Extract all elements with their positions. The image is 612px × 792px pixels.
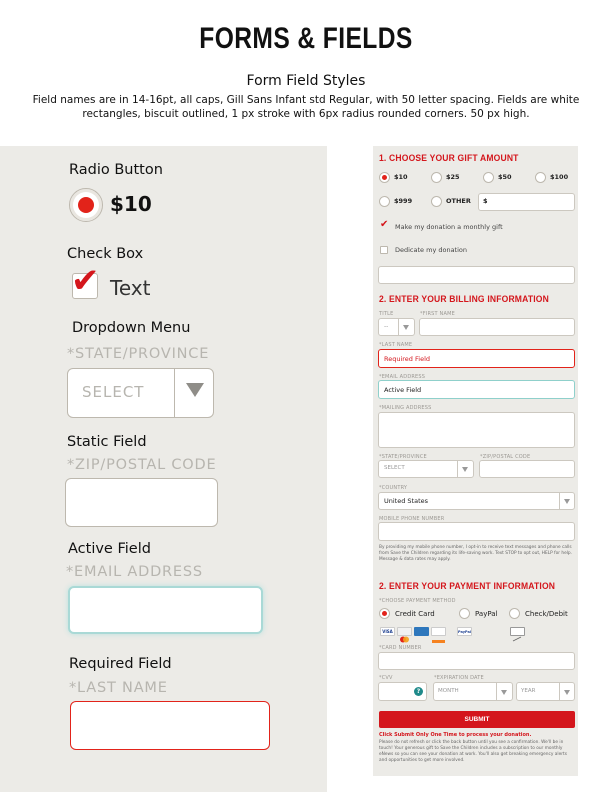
zip-field-label: *ZIP/POSTAL CODE — [67, 457, 217, 473]
checkmark-icon: ✔ — [71, 261, 100, 301]
mobile-phone-input[interactable] — [378, 522, 575, 541]
amount-label-25: $25 — [446, 173, 460, 181]
last-name-input-required[interactable] — [70, 701, 270, 750]
help-icon[interactable]: ? — [414, 687, 423, 696]
last-name-label: *LAST NAME — [379, 342, 413, 348]
month-select-value: MONTH — [438, 688, 459, 694]
radio-selected-dot — [78, 197, 94, 213]
page-subtitle: Form Field Styles — [246, 73, 366, 89]
required-section-label: Required Field — [69, 656, 172, 672]
payment-radio-check[interactable] — [509, 608, 520, 619]
paypal-card-icon: PayPal — [457, 627, 472, 636]
discover-card-icon — [431, 627, 446, 636]
checkbox-section-label: Check Box — [67, 246, 144, 262]
chevron-down-icon[interactable] — [403, 325, 409, 330]
gift-amount-heading: 1. CHOOSE YOUR GIFT AMOUNT — [379, 153, 519, 164]
email-field-label: *EMAIL ADDRESS — [66, 564, 203, 580]
country-label: *COUNTRY — [379, 485, 408, 491]
state-field-label: *STATE/PROVINCE — [67, 346, 210, 362]
visa-card-icon: VISA — [380, 627, 395, 636]
payment-radio-credit[interactable] — [379, 608, 390, 619]
chevron-down-icon[interactable] — [564, 499, 570, 504]
first-name-label: *FIRST NAME — [420, 311, 455, 317]
dedication-input[interactable] — [378, 266, 575, 284]
amount-radio-10[interactable] — [379, 172, 390, 183]
year-select-value: YEAR — [521, 688, 536, 694]
check-icon — [510, 627, 525, 636]
first-name-input[interactable] — [419, 318, 575, 336]
style-description: Field names are in 14-16pt, all caps, Gill Sans Infant std Regular, with 50 letter spacing. Fields are white rectangles, biscuit outlined, 1 px stroke with 6px radius rounded corners. 50 px high. — [32, 94, 580, 120]
state-label: *STATE/PROVINCE — [379, 454, 427, 460]
dropdown-divider — [174, 368, 175, 418]
expiration-label: *EXPIRATION DATE — [434, 675, 484, 681]
title-select-divider — [398, 318, 399, 336]
card-number-label: *CARD NUMBER — [379, 645, 422, 651]
email-input-active[interactable] — [68, 586, 263, 634]
payment-label-check: Check/Debit — [525, 610, 568, 618]
month-select-divider — [496, 682, 497, 701]
page-title: FORMS & FIELDS — [199, 22, 413, 55]
static-section-label: Static Field — [67, 434, 147, 450]
chevron-down-icon[interactable] — [186, 383, 204, 397]
submit-warning: Click Submit Only One Time to process your donation. — [379, 732, 532, 738]
radio-section-label: Radio Button — [69, 162, 163, 178]
confirmation-note: Please do not refresh or click the back button until you see a confirmation. We'll be in touch! Your generous gift to Save the Children includes a subscription to our monthly eNews so you can see your donation at work. You'll also get breaking emergency alerts and opportunities to get more involved. — [379, 740, 567, 763]
payment-label-paypal: PayPal — [475, 610, 498, 618]
last-name-value: Required Field — [384, 355, 430, 363]
sms-opt-in-note: By providing my mobile phone number, I opt-in to receive text messages and phone calls from Save the Children regarding its life-saving work. Text STOP to opt out, HELP for help. Message & data rates may apply. — [379, 545, 573, 562]
card-number-input[interactable] — [378, 652, 575, 670]
amount-radio-999[interactable] — [379, 196, 390, 207]
monthly-check-icon[interactable]: ✔ — [380, 219, 389, 230]
year-select-divider — [559, 682, 560, 701]
amex-card-icon — [414, 627, 429, 636]
amount-label-100: $100 — [550, 173, 569, 181]
country-select-divider — [559, 492, 560, 510]
amount-radio-50[interactable] — [483, 172, 494, 183]
amount-radio-100[interactable] — [535, 172, 546, 183]
zip-input[interactable] — [65, 478, 218, 527]
chevron-down-icon[interactable] — [564, 690, 570, 695]
other-amount-input[interactable] — [478, 193, 575, 211]
other-amount-prefix: $ — [483, 197, 488, 205]
amount-radio-25[interactable] — [431, 172, 442, 183]
checkbox-text-label: Text — [110, 276, 151, 300]
radio-value-label: $10 — [110, 192, 152, 216]
mailing-address-input[interactable] — [378, 412, 575, 448]
payment-radio-paypal[interactable] — [459, 608, 470, 619]
amount-label-50: $50 — [498, 173, 512, 181]
email-label: *EMAIL ADDRESS — [379, 374, 426, 380]
amount-radio-other[interactable] — [431, 196, 442, 207]
chevron-down-icon[interactable] — [462, 467, 468, 472]
mobile-phone-label: MOBILE PHONE NUMBER — [379, 516, 445, 522]
chevron-down-icon[interactable] — [501, 690, 507, 695]
cvv-label: *CVV — [379, 675, 393, 681]
radio-button-sample[interactable] — [69, 188, 103, 222]
email-value: Active Field — [384, 386, 422, 394]
dropdown-section-label: Dropdown Menu — [72, 320, 191, 336]
country-select-value: United States — [384, 497, 429, 505]
monthly-gift-label: Make my donation a monthly gift — [395, 223, 503, 231]
payment-method-label: *CHOOSE PAYMENT METHOD — [379, 598, 456, 604]
state-select-value: SELECT — [384, 465, 405, 471]
submit-button[interactable]: SUBMIT — [379, 711, 575, 728]
dedicate-checkbox[interactable] — [380, 246, 388, 254]
amount-label-999: $999 — [394, 197, 413, 205]
mastercard-icon — [397, 627, 412, 636]
amount-label-10: $10 — [394, 173, 408, 181]
last-name-field-label: *LAST NAME — [69, 680, 168, 696]
mailing-address-label: *MAILING ADDRESS — [379, 405, 432, 411]
billing-heading: 2. ENTER YOUR BILLING INFORMATION — [379, 294, 549, 305]
dropdown-value: SELECT — [82, 383, 145, 401]
title-select-value: -- — [384, 323, 389, 330]
title-label: TITLE — [379, 311, 394, 317]
active-section-label: Active Field — [68, 541, 151, 557]
payment-heading: 2. ENTER YOUR PAYMENT INFORMATION — [379, 581, 556, 592]
amount-label-other: OTHER — [446, 197, 471, 205]
state-select-divider — [457, 460, 458, 478]
payment-label-credit: Credit Card — [395, 610, 435, 618]
zip-input-small[interactable] — [479, 460, 575, 478]
zip-label: *ZIP/POSTAL CODE — [480, 454, 531, 460]
dedicate-label: Dedicate my donation — [395, 246, 468, 254]
